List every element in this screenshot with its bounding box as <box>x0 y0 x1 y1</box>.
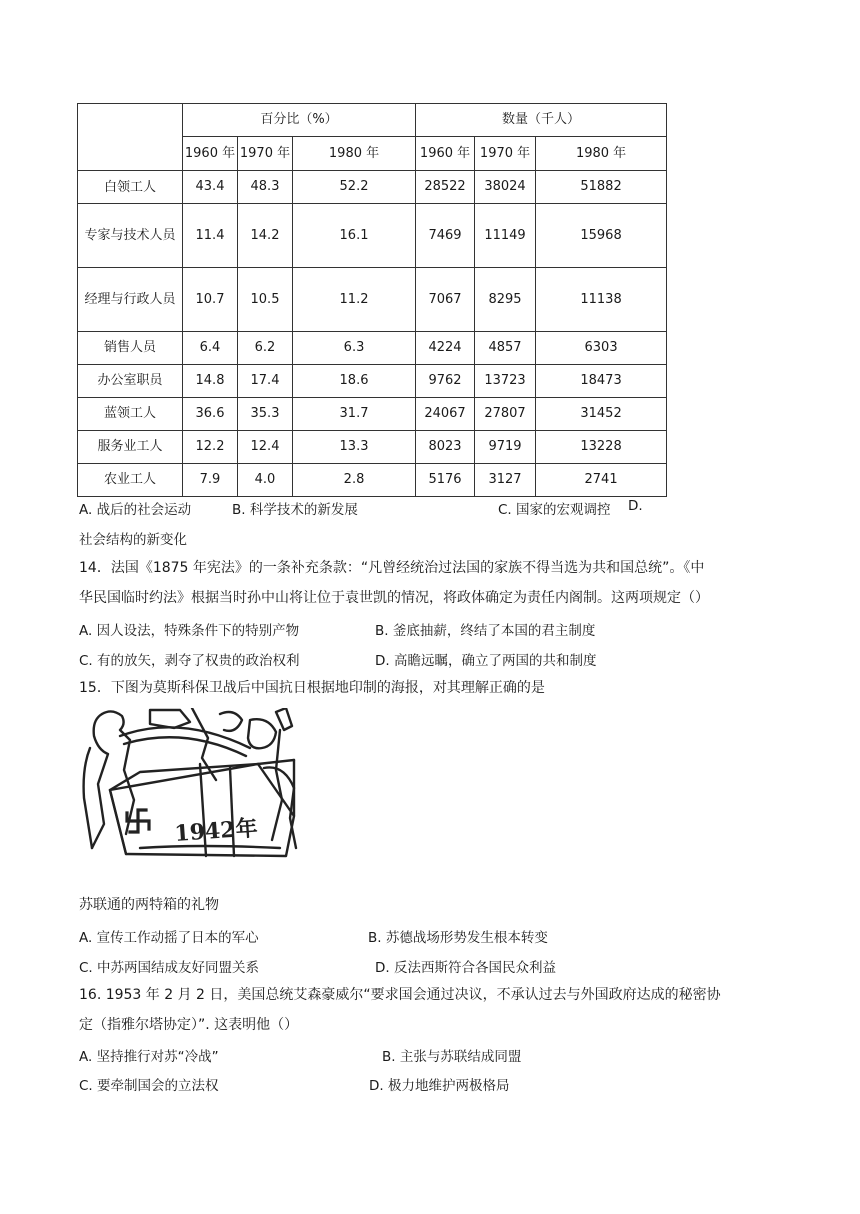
year-header: 1970 年 <box>238 137 293 171</box>
table-row <box>78 464 667 497</box>
table-cell: 18473 <box>536 365 667 398</box>
table-cell: 9719 <box>475 431 536 464</box>
table-cell: 43.4 <box>183 171 238 204</box>
q15-option-c: C. 中苏两国结成友好同盟关系 <box>79 960 260 976</box>
table-cell: 11.2 <box>293 268 416 332</box>
table-cell: 31.7 <box>293 398 416 431</box>
table-cell: 8295 <box>475 268 536 332</box>
table-cell: 6303 <box>536 332 667 365</box>
table-row <box>78 365 667 398</box>
year-header: 1960 年 <box>183 137 238 171</box>
table-cell: 13228 <box>536 431 667 464</box>
table-cell: 31452 <box>536 398 667 431</box>
table-cell: 11149 <box>475 204 536 268</box>
table-cell: 12.2 <box>183 431 238 464</box>
table-row <box>78 398 667 431</box>
table-cell: 17.4 <box>238 365 293 398</box>
table-cell: 6.4 <box>183 332 238 365</box>
year-header: 1980 年 <box>293 137 416 171</box>
row-label: 农业工人 <box>78 464 183 497</box>
q16-option-a: A. 坚持推行对苏“冷战” <box>79 1049 219 1065</box>
table-cell: 24067 <box>416 398 475 431</box>
count-header: 数量（千人） <box>416 104 667 137</box>
q13-option-c: C. 国家的宏观调控 <box>498 502 611 518</box>
table-row <box>78 268 667 332</box>
table-cell: 38024 <box>475 171 536 204</box>
table-cell: 4.0 <box>238 464 293 497</box>
table-cell: 27807 <box>475 398 536 431</box>
poster-year-text: 1942年 <box>173 815 259 847</box>
table-cell: 10.7 <box>183 268 238 332</box>
table-cell: 2741 <box>536 464 667 497</box>
table-cell: 18.6 <box>293 365 416 398</box>
table-cell: 11.4 <box>183 204 238 268</box>
table-cell: 15968 <box>536 204 667 268</box>
q14-stem-line2: 华民国临时约法》根据当时孙中山将让位于袁世凯的情况，将政体确定为责任内阁制。这两项规定（） <box>79 590 709 606</box>
table-cell: 6.3 <box>293 332 416 365</box>
q14-option-a: A. 因人设法，特殊条件下的特别产物 <box>79 623 300 639</box>
table-row <box>78 332 667 365</box>
table-cell: 14.2 <box>238 204 293 268</box>
table-cell: 5176 <box>416 464 475 497</box>
table-cell: 52.2 <box>293 171 416 204</box>
q15-option-d: D. 反法西斯符合各国民众利益 <box>375 960 556 976</box>
q14-option-d: D. 高瞻远瞩，确立了两国的共和制度 <box>375 653 597 669</box>
q15-stem: 15．下图为莫斯科保卫战后中国抗日根据地印制的海报，对其理解正确的是 <box>79 680 545 696</box>
table-cell: 7469 <box>416 204 475 268</box>
q15-option-a: A. 宣传工作动摇了日本的军心 <box>79 930 259 946</box>
poster-illustration <box>80 708 306 866</box>
table-cell: 4857 <box>475 332 536 365</box>
table-cell: 14.8 <box>183 365 238 398</box>
table-cell: 51882 <box>536 171 667 204</box>
table-row <box>78 204 667 268</box>
table-cell: 48.3 <box>238 171 293 204</box>
q15-option-b: B. 苏德战场形势发生根本转变 <box>368 930 548 946</box>
table-cell: 10.5 <box>238 268 293 332</box>
table-cell: 13723 <box>475 365 536 398</box>
q13-option-a: A. 战后的社会运动 <box>79 502 192 518</box>
table-cell: 7067 <box>416 268 475 332</box>
row-label: 白领工人 <box>78 171 183 204</box>
table-cell: 3127 <box>475 464 536 497</box>
table-cell: 6.2 <box>238 332 293 365</box>
table-cell: 13.3 <box>293 431 416 464</box>
table-row <box>78 171 667 204</box>
row-label: 销售人员 <box>78 332 183 365</box>
percent-header: 百分比（%） <box>183 104 416 137</box>
table-cell: 9762 <box>416 365 475 398</box>
q16-option-b: B. 主张与苏联结成同盟 <box>382 1049 522 1065</box>
table-cell: 8023 <box>416 431 475 464</box>
row-label: 办公室职员 <box>78 365 183 398</box>
q16-option-c: C. 要牵制国会的立法权 <box>79 1078 219 1094</box>
year-header: 1980 年 <box>536 137 667 171</box>
q15-caption: 苏联通的两特箱的礼物 <box>79 897 219 913</box>
q13-option-d-text: 社会结构的新变化 <box>79 532 187 548</box>
table-cell: 11138 <box>536 268 667 332</box>
q14-stem-line1: 14．法国《1875 年宪法》的一条补充条款：“凡曾经统治过法国的家族不得当选为共和国总统”。《中 <box>79 560 705 576</box>
q14-option-b: B. 釜底抽薪，终结了本国的君主制度 <box>375 623 596 639</box>
table-cell: 4224 <box>416 332 475 365</box>
q16-stem-line2: 定（指雅尔塔协定）”. 这表明他（） <box>79 1017 299 1033</box>
table-row <box>78 431 667 464</box>
q14-option-c: C. 有的放矢，剥夺了权贵的政治权利 <box>79 653 300 669</box>
q16-stem-line1: 16. 1953 年 2 月 2 日，美国总统艾森豪威尔“要求国会通过决议，不承认过去与外国政府达成的秘密协 <box>79 987 721 1003</box>
q13-option-d-label: D. <box>628 498 643 514</box>
row-label: 经理与行政人员 <box>78 268 183 332</box>
table-cell: 7.9 <box>183 464 238 497</box>
q13-option-b: B. 科学技术的新发展 <box>232 502 358 518</box>
table-cell: 16.1 <box>293 204 416 268</box>
corner-cell <box>78 104 183 171</box>
q16-option-d: D. 极力地维护两极格局 <box>369 1078 510 1094</box>
employment-table <box>77 103 667 497</box>
year-header: 1970 年 <box>475 137 536 171</box>
table-cell: 12.4 <box>238 431 293 464</box>
table-cell: 35.3 <box>238 398 293 431</box>
table-cell: 28522 <box>416 171 475 204</box>
row-label: 服务业工人 <box>78 431 183 464</box>
table-cell: 2.8 <box>293 464 416 497</box>
table-cell: 36.6 <box>183 398 238 431</box>
year-header: 1960 年 <box>416 137 475 171</box>
row-label: 蓝领工人 <box>78 398 183 431</box>
row-label: 专家与技术人员 <box>78 204 183 268</box>
